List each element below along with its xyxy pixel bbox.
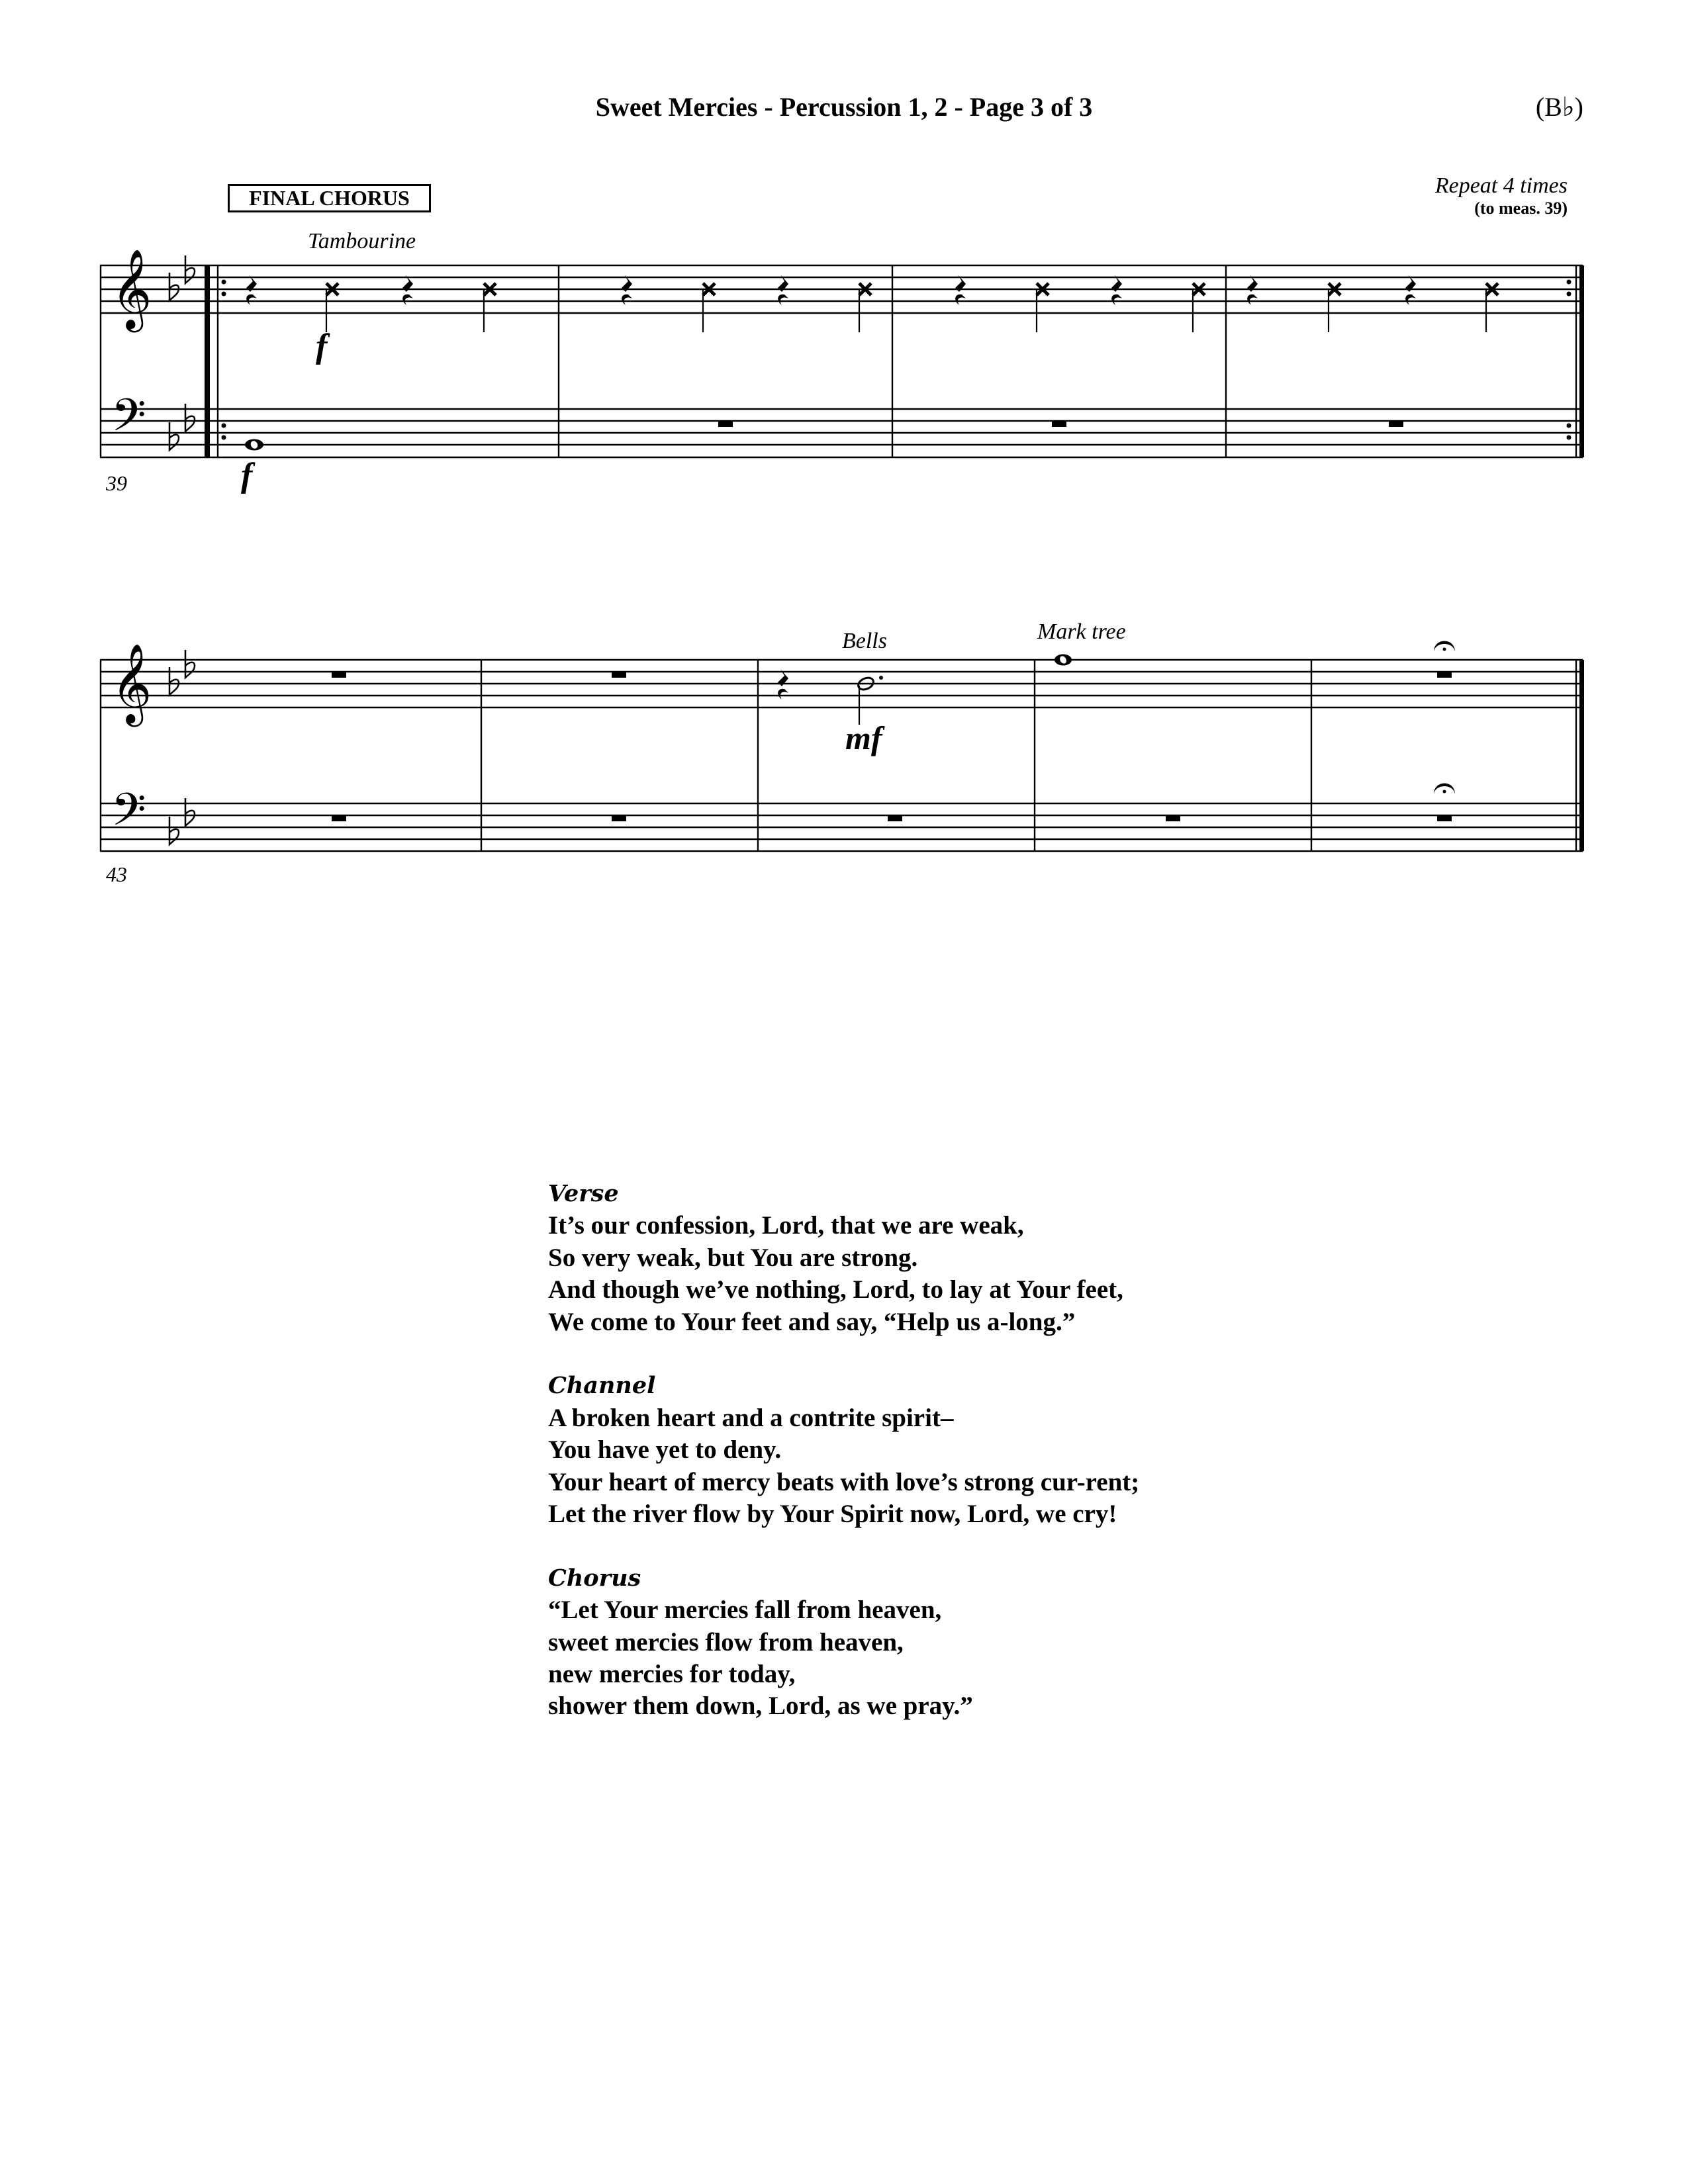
- lyrics-section: [548, 1178, 1139, 1754]
- treble-clef-icon: 𝄞: [111, 643, 152, 723]
- lyric-line: You have yet to deny.: [548, 1435, 782, 1465]
- bass-clef-icon: 𝄢: [111, 390, 146, 453]
- chorus-heading: Chorus: [548, 1564, 641, 1592]
- instrument-label-tambourine: Tambourine: [308, 229, 416, 253]
- lyric-line: It’s our confession, Lord, that we are weak,: [548, 1211, 1024, 1240]
- transposition-key: (B♭): [1535, 92, 1583, 122]
- lyric-line: “Let Your mercies fall from heaven,: [548, 1596, 942, 1625]
- system-2: [100, 641, 1584, 852]
- treble-staff-2: [100, 660, 1583, 707]
- repeat-target: (to meas. 39): [1474, 199, 1568, 218]
- lyric-line: new mercies for today,: [548, 1660, 796, 1689]
- lyric-line: A broken heart and a contrite spirit–: [548, 1403, 954, 1432]
- rehearsal-mark-final-chorus: FINAL CHORUS: [228, 184, 431, 212]
- channel-heading: Channel: [548, 1372, 656, 1400]
- treble-clef-icon: 𝄞: [111, 248, 152, 329]
- instrument-label-bells: Bells: [842, 629, 887, 653]
- measure-number-43: 43: [106, 862, 127, 886]
- lyric-line: And though we’ve nothing, Lord, to lay at Your feet,: [548, 1275, 1123, 1304]
- lyric-line: shower them down, Lord, as we pray.”: [548, 1692, 973, 1721]
- lyric-line: We come to Your feet and say, “Help us a-long.”: [548, 1307, 1076, 1336]
- system-1: [100, 248, 1584, 494]
- bass-clef-icon: 𝄢: [111, 784, 146, 847]
- lyric-line: Let the river flow by Your Spirit now, Lord, we cry!: [548, 1500, 1117, 1529]
- score-notation: [0, 0, 1688, 927]
- dynamic-forte: f: [316, 328, 328, 365]
- treble-staff-1: [100, 265, 1583, 313]
- page-title: Sweet Mercies - Percussion 1, 2 - Page 3 of 3: [595, 92, 1093, 122]
- bass-staff-1: [100, 409, 1583, 457]
- measure-number-39: 39: [106, 471, 127, 495]
- lyrics-chorus: [548, 1563, 1139, 1723]
- instrument-label-mark-tree: Mark tree: [1037, 619, 1126, 644]
- lyric-line: So very weak, but You are strong.: [548, 1243, 918, 1272]
- verse-heading: Verse: [548, 1180, 619, 1207]
- lyrics-verse: [548, 1178, 1139, 1338]
- bass-staff-2: [100, 803, 1583, 851]
- lyric-line: sweet mercies flow from heaven,: [548, 1627, 904, 1657]
- lyric-line: Your heart of mercy beats with love’s strong cur-rent;: [548, 1467, 1140, 1496]
- lyrics-channel: [548, 1370, 1139, 1530]
- dynamic-forte-bass: f: [241, 457, 253, 494]
- dynamic-mezzo-forte: mf: [845, 719, 882, 756]
- repeat-instruction: Repeat 4 times: [1434, 173, 1568, 198]
